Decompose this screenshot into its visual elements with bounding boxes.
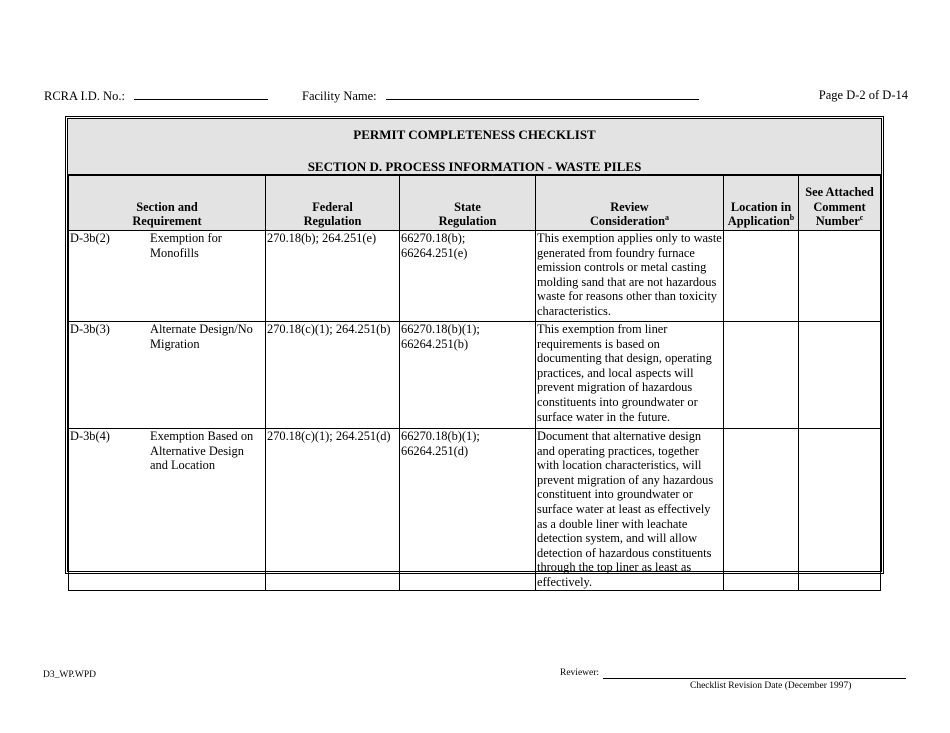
rcra-id-label: RCRA I.D. No.: bbox=[44, 89, 125, 103]
review-cell: This exemption from liner requirements is based on documenting that design, operating practices, and local aspects will prevent migration of hazardous constituents into groundwater or surface water in the future. bbox=[536, 322, 724, 429]
comment-cell bbox=[799, 322, 881, 429]
revision-date: Checklist Revision Date (December 1997) bbox=[690, 681, 852, 691]
table-subtitle: SECTION D. PROCESS INFORMATION - WASTE PILES bbox=[307, 159, 642, 174]
col-review-consideration: Review Consideration$^a$ bbox=[536, 176, 724, 231]
col-location-in-application: Location in Application$^b$ bbox=[724, 176, 799, 231]
table-title-block bbox=[68, 119, 881, 175]
table-row bbox=[69, 322, 881, 429]
facility-name-label: Facility Name: bbox=[302, 89, 377, 103]
section-cell bbox=[69, 429, 266, 591]
section-id: D-3b(2) bbox=[70, 231, 110, 245]
reviewer-label: Reviewer: bbox=[560, 668, 600, 678]
section-cell bbox=[69, 231, 266, 322]
location-cell bbox=[724, 429, 799, 591]
checklist-table bbox=[68, 175, 881, 591]
facility-name-blank bbox=[386, 88, 699, 100]
review-cell: Document that alternative design and operating practices, together with location characteristics, will prevent migration of any hazardous constituent into groundwater or surface water at least as effectively as a double liner with leachate detection system, and will allow detection of hazardous constituents through the top liner as least as effectively. bbox=[536, 429, 724, 591]
state-cell: 66270.18(b); 66264.251(e) bbox=[400, 231, 536, 322]
table-row bbox=[69, 231, 881, 322]
location-cell bbox=[724, 231, 799, 322]
file-name: D3_WP.WPD bbox=[43, 670, 97, 680]
requirement-text: Exemption Based on Alternative Design and Location bbox=[150, 429, 254, 473]
federal-cell: 270.18(c)(1); 264.251(b) bbox=[266, 322, 400, 429]
comment-cell bbox=[799, 429, 881, 591]
section-cell bbox=[69, 322, 266, 429]
col-comment-number: See Attached Comment Number$^c$ bbox=[799, 176, 881, 231]
col-state-regulation: State Regulation bbox=[400, 176, 536, 231]
reviewer-blank bbox=[603, 678, 906, 679]
comment-cell bbox=[799, 231, 881, 322]
column-header-row bbox=[69, 176, 881, 231]
federal-cell: 270.18(b); 264.251(e) bbox=[266, 231, 400, 322]
section-id: D-3b(4) bbox=[70, 429, 110, 443]
rcra-id-field bbox=[44, 88, 268, 104]
table-title: PERMIT COMPLETENESS CHECKLIST bbox=[353, 127, 596, 142]
col-federal-regulation: Federal Regulation bbox=[266, 176, 400, 231]
requirement-text: Exemption for Monofills bbox=[150, 231, 222, 260]
location-cell bbox=[724, 322, 799, 429]
col-section-requirement: Section and Requirement bbox=[69, 176, 266, 231]
federal-cell: 270.18(c)(1); 264.251(d) bbox=[266, 429, 400, 591]
table-row bbox=[69, 429, 881, 591]
rcra-id-blank bbox=[134, 88, 268, 100]
page-number: Page D-2 of D-14 bbox=[818, 88, 908, 102]
facility-name-field bbox=[302, 88, 699, 104]
state-cell: 66270.18(b)(1); 66264.251(b) bbox=[400, 322, 536, 429]
section-id: D-3b(3) bbox=[70, 322, 110, 336]
checklist-table-frame bbox=[65, 116, 884, 589]
requirement-text: Alternate Design/No Migration bbox=[150, 322, 253, 351]
review-cell: This exemption applies only to waste generated from foundry furnace emission controls or metal casting molding sand that are not hazardous waste for reasons other than toxicity characteristics. bbox=[536, 231, 724, 322]
state-cell: 66270.18(b)(1); 66264.251(d) bbox=[400, 429, 536, 591]
